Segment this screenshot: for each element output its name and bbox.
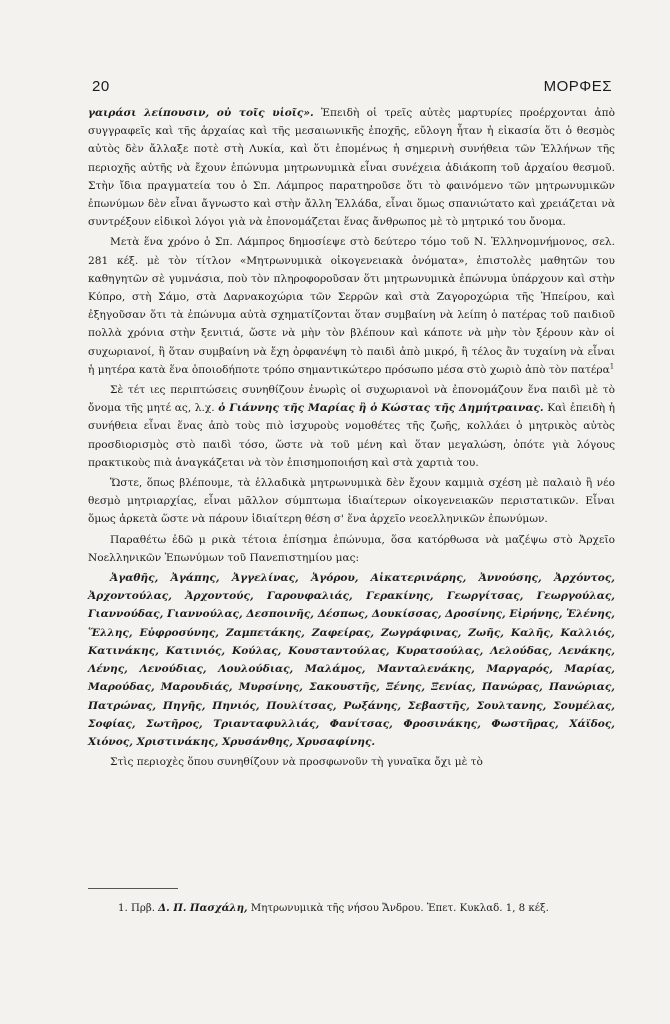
body-text	[88, 104, 615, 773]
footnote-marker: 1	[609, 362, 615, 371]
paragraph-1	[88, 104, 615, 231]
paragraph-1-text: Ἐπειδὴ οἱ τρεῖς αὐτὲς μαρτυρίες προέρχονται ἀπὸ συγγραφεῖς καὶ τῆς ἀρχαίας καὶ τῆς μεσαιωνικῆς ἐποχῆς, εὔλογη ἦταν ἡ εἰκασία ὅτι ὁ θεσμὸς αὐτὸς δὲν ἄλλαξε ποτὲ στὴ Λυκία, καὶ ὅτι ἑπομένως ἡ σημερινὴ συνήθεια τῶν Ἑλλήνων τῆς περιοχῆς αὐτῆς νὰ ἔχουν ἐπώνυμα μητρωνυμικὰ εἶναι συνέχεια ἀδιάκοπη τοῦ ἀρχαίου θεσμοῦ. Στὴν ἴδια πραγματεία του ὁ Σπ. Λάμπρος παρατηροῦσε ὅτι τὸ φαινόμενο τῶν μητρωνυμικῶν ἐπωνύμων δὲν εἶναι ἄγνωστο καὶ στὴν ἄλλη Ἑλλάδα, εἶναι ὅμως σπανιώτατο καὶ χρειάζεται νὰ συντρέξουν εἰδικοὶ λόγοι γιὰ νὰ ἐπονομάζεται ἕνας ἄνθρωπος μὲ τὸ μητρικό του ὄνομα.	[88, 107, 615, 229]
paragraph-5: Παραθέτω ἐδῶ μ ρικὰ τέτοια ἐπίσημα ἐπώνυμα, ὅσα κατόρθωσα νὰ μαζέψω στὸ Ἀρχεῖο Νοελληνικῶν Ἐπωνύμων τοῦ Πανεπιστημίου μας:	[88, 533, 615, 564]
surname-list: Ἀγαθῆς, Ἀγάπης, Ἀγγελίνας, Ἀγόρου, Αἰκατερινάρης, Ἀννούσης, Ἀρχόντος, Ἀρχοντούλας, Ἀρχοντούς, Γαρουφαλιάς, Γερακίνης, Γεωργίτσας, Γεωργούλας, Γιαννούδας, Γιαννούλας, Δεσποινῆς, Δέσπως, Δουκίσσας, Δροσίνης, Εἰρήνης, Ἑλένης, Ἕλλης, Εὐφροσύνης, Ζαμπετάκης, Ζαφείρας, Ζωγράφινας, Ζωῆς, Καλῆς, Καλλιός, Κατινάκης, Κατινιός, Κούλας, Κουσταντούλας, Κυρατσούλας, Λελούδας, Λενάκης, Λένης, Λενούδιας, Λουλούδιας, Μαλάμος, Μανταλενάκης, Μαργαρός, Μαρίας, Μαρούδας, Μαρουδιάς, Μυρσίνης, Σακουστῆς, Ξένης, Ξενίας, Πανώρας, Πανώριας, Πατρώνας, Πηγῆς, Πηνιός, Πουλίτσας, Ρωξάνης, Σεβαστῆς, Σουλτανης, Σουμέλας, Σοφίας, Σωτῆρος, Τριανταφυλλιάς, Φανίτσας, Φροσινάκης, Φωστῆρας, Χάϊδος, Χιόνος, Χριστινάκης, Χρυσάνθης, Χρυσαφίνης.	[88, 572, 615, 748]
footnote-text-a: 1. Πρβ.	[118, 903, 159, 914]
page-number: 20	[92, 78, 110, 95]
paragraph-3-text-c: Καὶ ἐπειδὴ ἡ συνήθεια εἶναι ἕνας ἀπὸ τοὺς πιὸ ἰσχυροὺς νομοθέτες τῆς ζωῆς, κολλάει ὁ μητρικὸς αὐτὸς προσδιορισμὸς στὸ παιδὶ τόσο, ὥστε νὰ τοῦ μένη καὶ ὅταν μεγαλώση, ὁπότε γιὰ λόγους πρακτικοὺς πιὰ ἀναγκάζεται νὰ τὸν ἐπισημοποιήση καὶ στὰ χαρτιὰ του.	[88, 402, 615, 469]
paragraph-2	[88, 233, 615, 379]
example-names: ὁ Γιάννης τῆς Μαρίας ἢ ὁ Κώστας τῆς Δημήτραινας.	[218, 402, 544, 415]
footnote-divider	[88, 888, 178, 889]
page-header	[92, 78, 612, 95]
footnote-author: Δ. Π. Πασχάλη,	[158, 902, 248, 914]
journal-title: ΜΟΡΦΕΣ	[543, 78, 612, 95]
paragraph-4: Ὥστε, ὅπως βλέπουμε, τὰ ἑλλαδικὰ μητρωνυμικὰ δὲν ἔχουν καμμιὰ σχέση μὲ παλαιὸ ἢ νέο θεσμὸ μητριαρχίας, εἶναι μᾶλλον σύμπτωμα ἰδιαίτερων οἰκογενειακῶν περιστατικῶν. Εἶναι ὅμως ἀρκετὰ ὥστε νὰ πάρουν ἰδιαίτερη θέση σ' ἕνα ἀρχεῖο νεοελληνικῶν ἐπωνύμων.	[88, 477, 615, 526]
paragraph-6: Στὶς περιοχὲς ὅπου συνηθίζουν νὰ προσφωνοῦν τὴ γυναῖκα ὄχι μὲ τὸ	[110, 756, 483, 769]
footnote	[88, 900, 615, 917]
paragraph-2-text: Μετὰ ἕνα χρόνο ὁ Σπ. Λάμπρος δημοσίεψε στὸ δεύτερο τόμο τοῦ Ν. Ἑλληνομνήμονος, σελ. 281 κέξ. μὲ τὸν τίτλον «Μητρωνυμικὰ οἰκογενειακὰ ὀνόματα», ἐπιστολὲς μαθητῶν του καθηγητῶν σὲ γυμνάσια, ποὺ τὸν πληροφοροῦσαν ὅτι μητρωνυμικὰ ἐπώνυμα ὑπάρχουν καὶ στὴν Κύπρο, στὴ Σάμο, στὰ Δαρνακοχώρια τῶν Σερρῶν καὶ στὰ Ζαγοροχώρια τῆς Ἠπείρου, καὶ ἐξηγοῦσαν ὅτι τὰ ἐπώνυμα αὐτὰ σχηματίζονται ὅταν συμβαίνη νὰ λείπη ὁ πατέρας τοῦ παιδιοῦ πολλὰ χρόνια στὴν ξενιτιά, ὥστε νὰ μὴν τὸν βλέπουν καὶ κάποτε νὰ μὴν τὸν ξέρουν κὰν οἱ συχωριανοί, ἢ ὅταν συμβαίνη νὰ ἔχη ὀρφανέψη τὸ παιδὶ ἀπὸ μικρό, ἢ τέλος ἂν τυχαίνη νὰ εἶναι ἡ μητέρα κατὰ ἕνα ὁποιοδήποτε τρόπο σημαντικώτερο πρόσωπο μέσα στὸ χωριὸ ἀπὸ τὸν πατέρα	[88, 236, 615, 376]
paragraph-3-text-a: Σὲ τέτ ιες περιπτώσεις συνηθίζουν ἐνωρὶς οἱ συχωριανοὶ νὰ ἐπονομάζουν ἕνα παιδὶ μὲ τὸ ὄνομα τῆς μητέ ας, λ.χ.	[88, 384, 615, 415]
footnote-text-b: Μητρωνυμικὰ τῆς νήσου Ἄνδρου. Ἐπετ. Κυκλαδ. 1, 8 κέξ.	[247, 903, 549, 914]
quote-ending: γαιράσι λείπουσιν, οὐ τοῖς υἱοῖς».	[88, 107, 314, 119]
paragraph-3	[88, 381, 615, 472]
